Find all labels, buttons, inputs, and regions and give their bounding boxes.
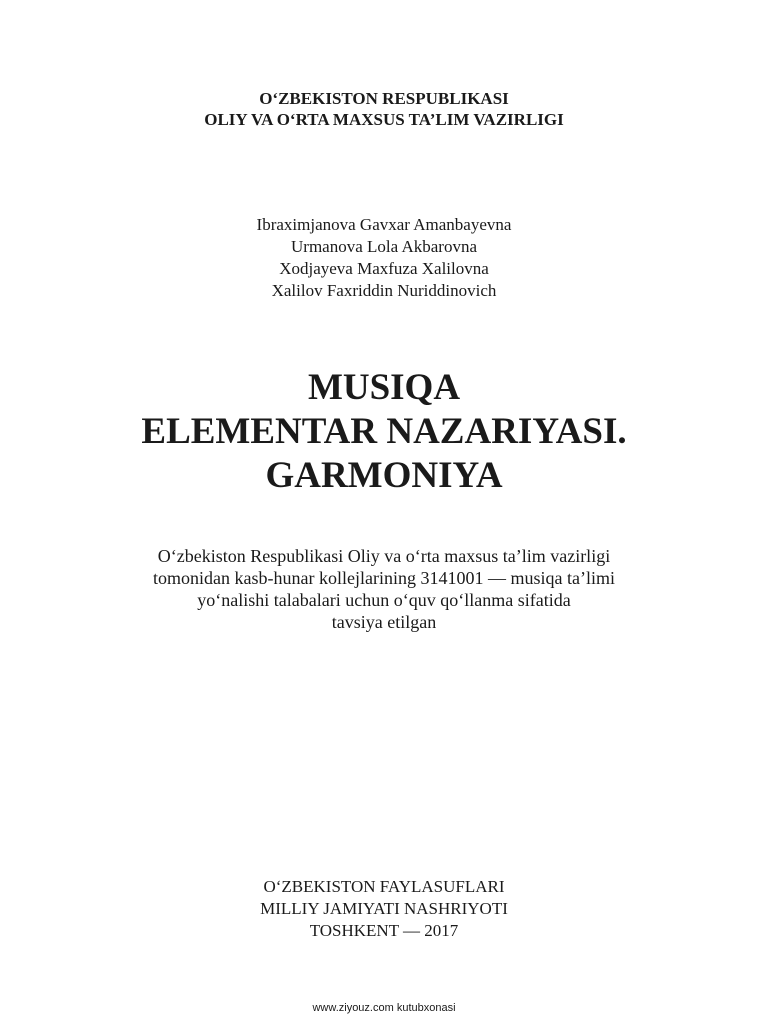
ministry-header — [0, 88, 768, 130]
recommendation-line-4: tavsiya etilgan — [331, 612, 437, 632]
book-title-line-3: GARMONIYA — [265, 455, 503, 496]
author-name: Urmanova Lola Akbarovna — [291, 237, 477, 256]
book-title — [0, 366, 768, 498]
book-title-line-1: MUSIQA — [307, 367, 461, 408]
recommendation-line-3: yo‘nalishi talabalari uchun o‘quv qo‘llanma sifatida — [197, 590, 571, 610]
author-name: Xalilov Faxriddin Nuriddinovich — [271, 281, 497, 300]
publisher-city-year: TOSHKENT — 2017 — [309, 921, 459, 940]
ministry-line-2: OLIY VA O‘RTA MAXSUS TA’LIM VAZIRLIGI — [204, 110, 564, 129]
author-name: Ibraximjanova Gavxar Amanbayevna — [256, 215, 512, 234]
recommendation-note — [0, 545, 768, 633]
publisher-line-1: O‘ZBEKISTON FAYLASUFLARI — [263, 877, 505, 896]
publisher-imprint — [0, 876, 768, 942]
book-title-line-2: ELEMENTAR NAZARIYASI. — [141, 411, 627, 452]
author-name: Xodjayeva Maxfuza Xalilovna — [279, 259, 489, 278]
authors-list — [0, 214, 768, 302]
footer-text: www.ziyouz.com kutubxonasi — [312, 1002, 456, 1014]
ministry-line-1: O‘ZBEKISTON RESPUBLIKASI — [259, 89, 509, 108]
recommendation-line-1: O‘zbekiston Respublikasi Oliy va o‘rta maxsus ta’lim vazirligi — [157, 546, 611, 566]
publisher-line-2: MILLIY JAMIYATI NASHRIYOTI — [260, 899, 508, 918]
recommendation-line-2: tomonidan kasb-hunar kollejlarining 3141001 — musiqa ta’limi — [153, 568, 615, 588]
footer-source-note — [0, 1001, 768, 1015]
